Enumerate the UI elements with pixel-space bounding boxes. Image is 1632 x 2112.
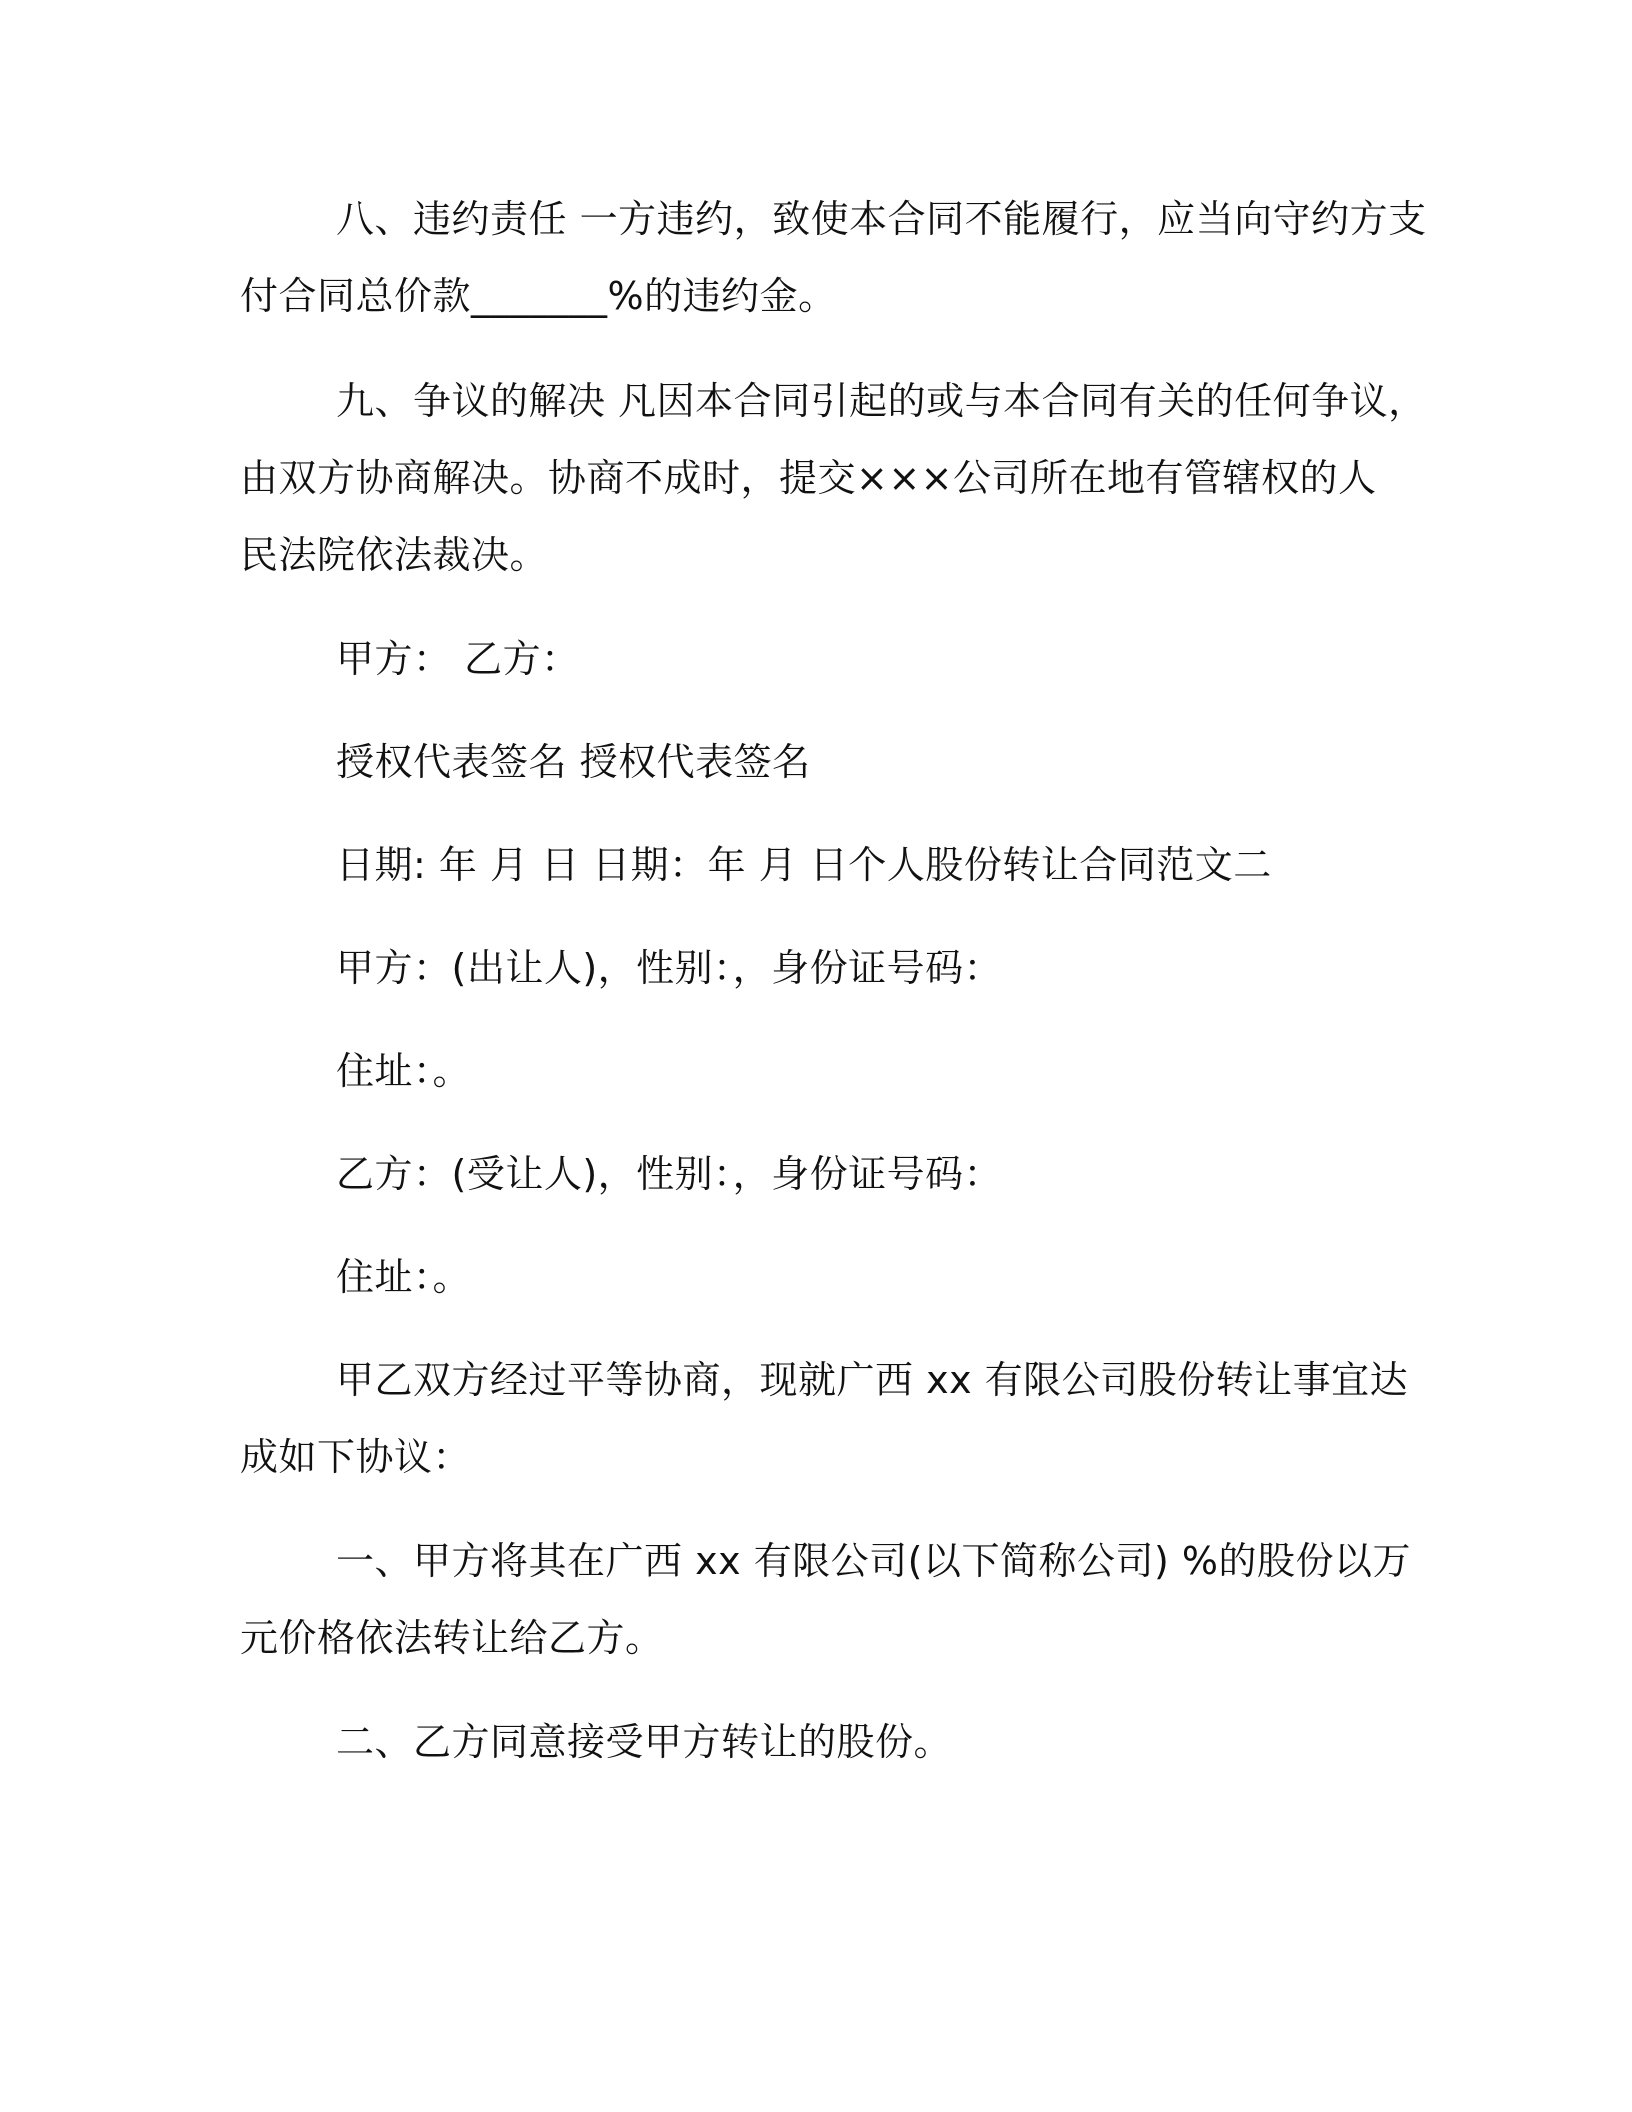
paragraph-line: 日期: 年 月 日 日期：年 月 日个人股份转让合同范文二 xyxy=(336,843,1272,887)
paragraph-line: 甲方：(出让人)，性别：，身份证号码： xyxy=(336,946,1003,990)
party-b-address-line xyxy=(336,1239,1486,1316)
date-line xyxy=(336,827,1486,904)
party-a-address-line xyxy=(336,1033,1486,1110)
paragraph-line: 八、违约责任 一方违约，致使本合同不能履行，应当向守约方支 xyxy=(336,197,1427,241)
paragraph-line: 甲乙双方经过平等协商，现就广西 xx 有限公司股份转让事宜达 xyxy=(336,1358,1409,1402)
paragraph-line: 元价格依法转让给乙方。 xyxy=(240,1616,664,1660)
party-a-line xyxy=(336,930,1486,1007)
paragraph-line: 由双方协商解决。协商不成时，提交×××公司所在地有管辖权的人 xyxy=(240,456,1377,500)
agreement-intro-paragraph xyxy=(240,1342,1409,1496)
paragraph-line: 二、乙方同意接受甲方转让的股份。 xyxy=(336,1720,953,1764)
breach-liability-paragraph xyxy=(240,181,1427,335)
paragraph-line: 成如下协议： xyxy=(240,1435,472,1479)
dispute-resolution-paragraph xyxy=(240,363,1427,594)
signature-line xyxy=(336,724,1486,801)
clause-one-paragraph xyxy=(240,1523,1411,1677)
clause-two-paragraph xyxy=(336,1704,1486,1781)
paragraph-line: 甲方： 乙方： xyxy=(336,637,580,681)
paragraph-line: 住址：。 xyxy=(336,1255,472,1299)
paragraph-line: 一、甲方将其在广西 xx 有限公司(以下简称公司) %的股份以万 xyxy=(336,1539,1411,1583)
paragraph-line: 民法院依法裁决。 xyxy=(240,533,549,577)
parties-line xyxy=(336,621,1486,698)
paragraph-line: 住址：。 xyxy=(336,1049,472,1093)
party-b-line xyxy=(336,1136,1486,1213)
paragraph-line: 乙方：(受让人)，性别：，身份证号码： xyxy=(336,1152,1003,1196)
paragraph-line: 付合同总价款_______%的违约金。 xyxy=(240,274,837,318)
paragraph-line: 九、争议的解决 凡因本合同引起的或与本合同有关的任何争议， xyxy=(336,379,1427,423)
paragraph-line: 授权代表签名 授权代表签名 xyxy=(336,740,811,784)
